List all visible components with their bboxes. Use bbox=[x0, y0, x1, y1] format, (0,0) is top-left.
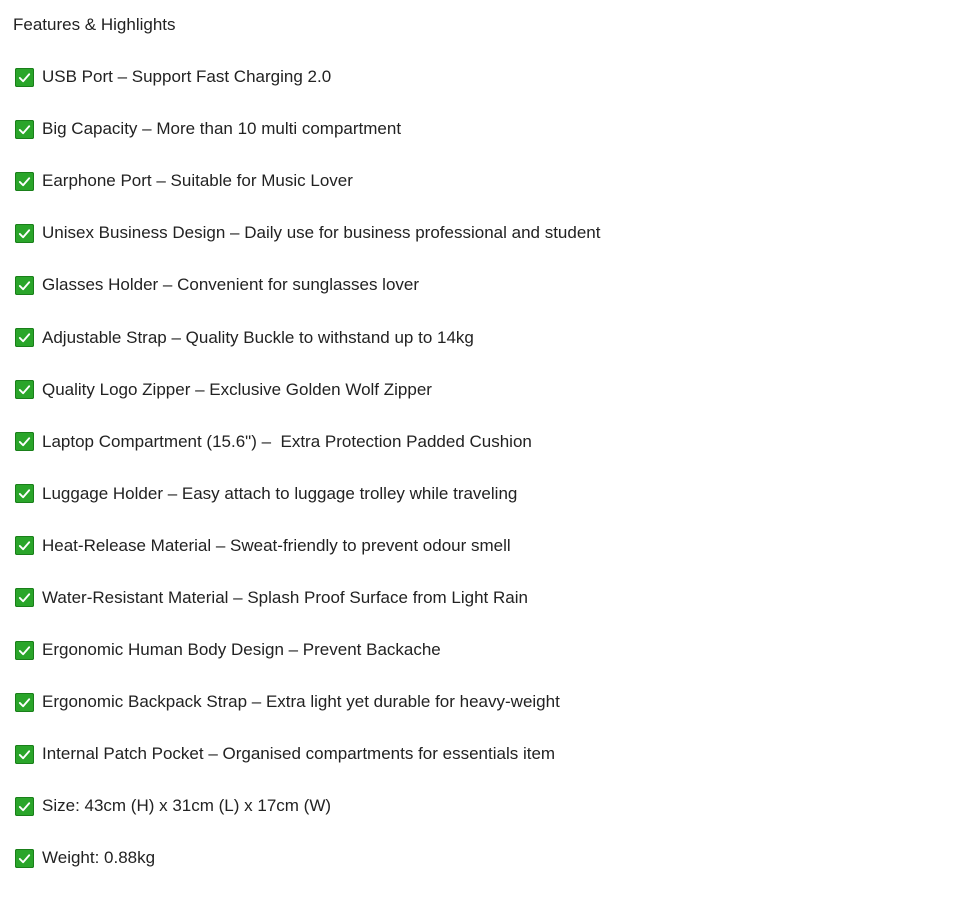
feature-item bbox=[15, 483, 600, 535]
feature-item bbox=[15, 170, 600, 222]
feature-item bbox=[15, 66, 600, 118]
check-mark-icon bbox=[15, 172, 34, 191]
check-mark-icon bbox=[15, 693, 34, 712]
feature-item bbox=[15, 847, 600, 899]
feature-text: Water-Resistant Material – Splash Proof Surface from Light Rain bbox=[42, 587, 528, 607]
feature-item bbox=[15, 431, 600, 483]
feature-text: Laptop Compartment (15.6") – Extra Protection Padded Cushion bbox=[42, 431, 532, 451]
feature-item bbox=[15, 795, 600, 847]
feature-item bbox=[15, 639, 600, 691]
feature-text: Internal Patch Pocket – Organised compartments for essentials item bbox=[42, 744, 556, 764]
feature-text: Quality Logo Zipper – Exclusive Golden Wolf Zipper bbox=[42, 379, 432, 399]
check-mark-icon bbox=[15, 432, 34, 451]
feature-list bbox=[15, 66, 600, 900]
check-mark-icon bbox=[15, 380, 34, 399]
feature-text: Ergonomic Backpack Strap – Extra light yet durable for heavy-weight bbox=[42, 692, 560, 712]
feature-text: Weight: 0.88kg bbox=[42, 848, 156, 868]
check-mark-icon bbox=[15, 120, 34, 139]
check-mark-icon bbox=[15, 849, 34, 868]
section-heading: Features & Highlights bbox=[13, 15, 176, 34]
check-mark-icon bbox=[15, 745, 34, 764]
feature-item bbox=[15, 743, 600, 795]
check-mark-icon bbox=[15, 224, 34, 243]
feature-item bbox=[15, 587, 600, 639]
feature-text: Glasses Holder – Convenient for sunglasses lover bbox=[42, 275, 420, 295]
feature-text: Big Capacity – More than 10 multi compartment bbox=[42, 119, 402, 139]
feature-item bbox=[15, 379, 600, 431]
feature-text: USB Port – Support Fast Charging 2.0 bbox=[42, 67, 332, 87]
feature-text: Heat-Release Material – Sweat-friendly to prevent odour smell bbox=[42, 535, 511, 555]
feature-text: Earphone Port – Suitable for Music Lover bbox=[42, 171, 353, 191]
feature-text: Size: 43cm (H) x 31cm (L) x 17cm (W) bbox=[42, 796, 332, 816]
feature-text: Luggage Holder – Easy attach to luggage trolley while traveling bbox=[42, 483, 518, 503]
check-mark-icon bbox=[15, 536, 34, 555]
check-mark-icon bbox=[15, 641, 34, 660]
feature-text: Adjustable Strap – Quality Buckle to withstand up to 14kg bbox=[42, 327, 474, 347]
check-mark-icon bbox=[15, 276, 34, 295]
feature-text: Ergonomic Human Body Design – Prevent Backache bbox=[42, 640, 441, 660]
feature-item bbox=[15, 274, 600, 326]
feature-item bbox=[15, 118, 600, 170]
feature-item bbox=[15, 535, 600, 587]
check-mark-icon bbox=[15, 588, 34, 607]
check-mark-icon bbox=[15, 797, 34, 816]
feature-text: Unisex Business Design – Daily use for business professional and student bbox=[42, 223, 601, 243]
feature-item bbox=[15, 222, 600, 274]
check-mark-icon bbox=[15, 328, 34, 347]
feature-item bbox=[15, 326, 600, 378]
feature-item bbox=[15, 691, 600, 743]
check-mark-icon bbox=[15, 68, 34, 87]
check-mark-icon bbox=[15, 484, 34, 503]
